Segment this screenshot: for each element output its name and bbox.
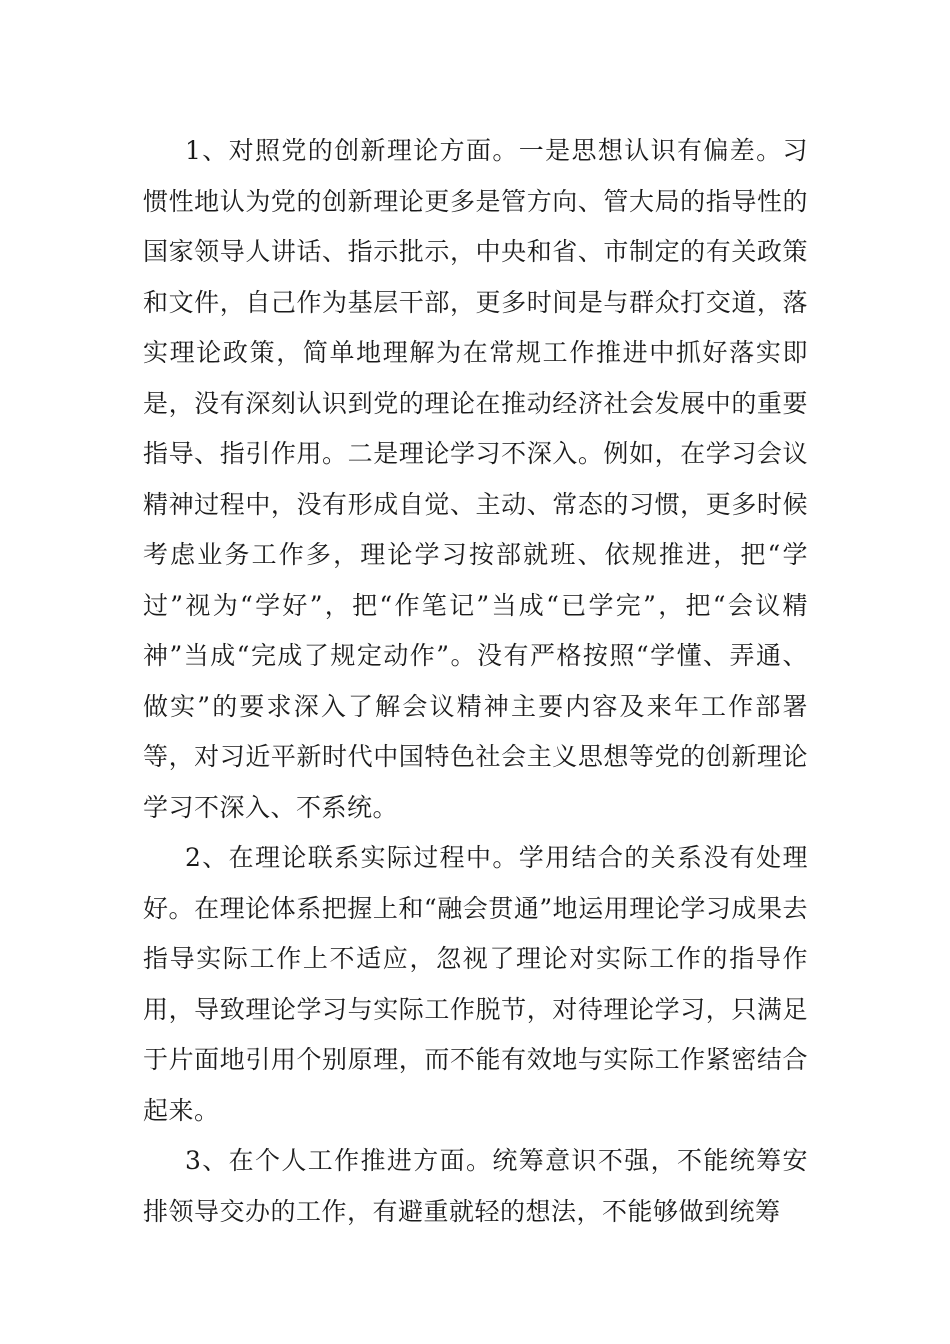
- document-body: [143, 126, 808, 1237]
- paragraph-2: 2、在理论联系实际过程中。学用结合的关系没有处理好。在理论体系把握上和“融会贯通”地运用理论学习成果去指导实际工作上不适应，忽视了理论对实际工作的指导作用，导致理论学习与实际工作脱节，对待理论学习，只满足于片面地引用个别原理，而不能有效地与实际工作紧密结合起来。: [143, 843, 808, 1125]
- paragraph-1: 1、对照党的创新理论方面。一是思想认识有偏差。习惯性地认为党的创新理论更多是管方向、管大局的指导性的国家领导人讲话、指示批示，中央和省、市制定的有关政策和文件，自己作为基层干部，更多时间是与群众打交道，落实理论政策，简单地理解为在常规工作推进中抓好落实即是，没有深刻认识到党的理论在推动经济社会发展中的重要指导、指引作用。二是理论学习不深入。例如，在学习会议精神过程中，没有形成自觉、主动、常态的习惯，更多时候考虑业务工作多，理论学习按部就班、依规推进，把“学过”视为“学好”，把“作笔记”当成“已学完”，把“会议精神”当成“完成了规定动作”。没有严格按照“学懂、弄通、做实”的要求深入了解会议精神主要内容及来年工作部署等，对习近平新时代中国特色社会主义思想等党的创新理论学习不深入、不系统。: [143, 136, 808, 822]
- paragraph-3: 3、在个人工作推进方面。统筹意识不强，不能统筹安排领导交办的工作，有避重就轻的想法，不能够做到统筹: [143, 1146, 808, 1226]
